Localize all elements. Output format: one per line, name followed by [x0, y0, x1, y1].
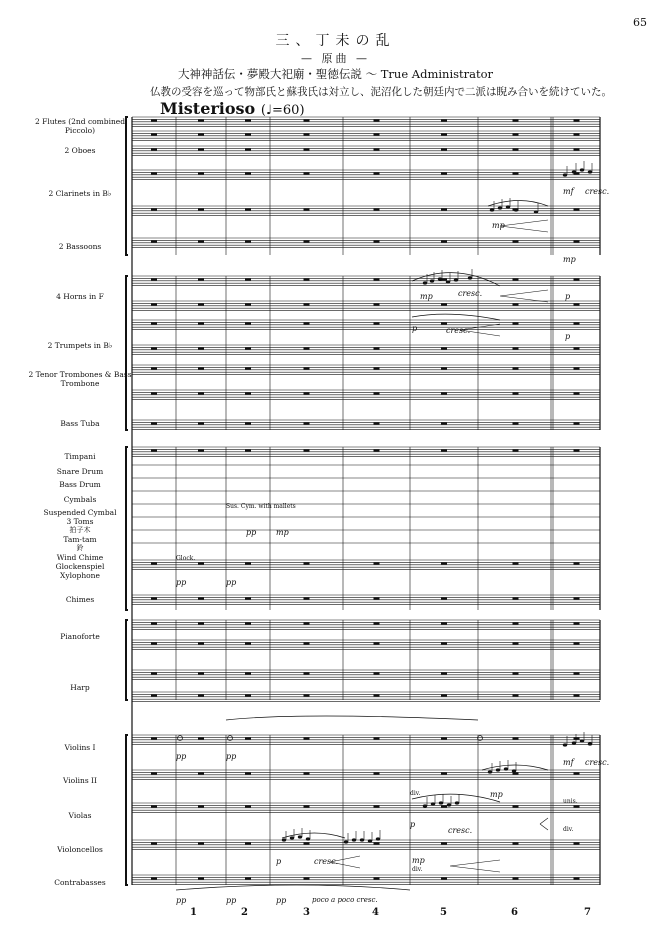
slur-7	[176, 885, 410, 890]
notehead-10	[534, 210, 538, 213]
label-tuba: Bass Tuba	[60, 419, 100, 428]
measure-number-4: 4	[372, 907, 379, 918]
dyn-suscym-pp: pp	[246, 528, 257, 537]
dyn-cb-pp-2: pp	[226, 896, 237, 905]
dyn-vln1-pp-2: pp	[226, 752, 237, 761]
notehead-3	[446, 280, 450, 283]
label-clarinets: 2 Clarinets in B♭	[48, 189, 112, 198]
dyn-hn-mp: mp	[420, 292, 433, 301]
slur-1	[412, 314, 500, 320]
dyn-cb-pp-3: pp	[276, 896, 287, 905]
label-suspended-cymbal: Suspended Cymbal	[43, 508, 117, 517]
dyn-suscym-mp: mp	[276, 528, 289, 537]
dyn-vla-cresc: cresc.	[448, 826, 473, 835]
label-cymbals: Cymbals	[63, 495, 97, 504]
dyn-vln1-pp-1: pp	[176, 752, 187, 761]
movement-title: 三、丁未の乱	[275, 33, 396, 49]
notehead-26	[439, 801, 443, 804]
label-violoncellos: Violoncellos	[57, 845, 103, 854]
notehead-36	[588, 742, 592, 745]
label-suzu: 鈴	[76, 544, 84, 552]
subtitle: — 原曲 —	[301, 52, 370, 65]
dyn-hn2-cresc: cresc.	[446, 326, 471, 335]
label-contrabasses: Contrabasses	[54, 878, 106, 887]
label-timpani: Timpani	[64, 452, 96, 461]
label-flutes: 2 Flutes (2nd combined Piccolo)	[34, 117, 126, 135]
notehead-24	[423, 804, 427, 807]
measure-number-7: 7	[584, 907, 591, 918]
label-wind-chime: Wind Chime	[56, 553, 104, 562]
label-violins-1: Violins I	[64, 743, 96, 752]
label-violas: Violas	[68, 811, 92, 820]
notehead-20	[352, 838, 356, 841]
bracket-3	[126, 620, 128, 700]
label-snare-drum: Snare Drum	[56, 467, 104, 476]
notehead-14	[588, 170, 592, 173]
dyn-bsn-mp: mp	[563, 255, 576, 264]
measure-number-6: 6	[511, 907, 518, 918]
notehead-16	[290, 836, 294, 839]
notehead-12	[572, 170, 576, 173]
dyn-glock-pp-2: pp	[226, 578, 237, 587]
dyn-vc-mp-5: mp	[412, 856, 425, 865]
dyn-cl-cresc: cresc.	[585, 187, 610, 196]
label-bassoons: 2 Bassoons	[58, 242, 102, 251]
label-harp: Harp	[70, 683, 90, 692]
measure-number-3: 3	[303, 907, 310, 918]
dyn-vla-p: p	[410, 820, 416, 829]
label-trumpets: 2 Trumpets in B♭	[47, 341, 113, 350]
notehead-22	[368, 839, 372, 842]
dyn-vc-cresc: cresc.	[314, 857, 339, 866]
notehead-21	[360, 838, 364, 841]
dyn-glock-pp-1: pp	[176, 578, 187, 587]
notehead-31	[504, 767, 508, 770]
notehead-8	[506, 205, 510, 208]
vla-div: div.	[410, 790, 421, 797]
label-bass-drum: Bass Drum	[59, 480, 101, 489]
dyn-cb-poco-cresc: poco a poco cresc.	[312, 896, 378, 904]
dyn-cb-pp-1: pp	[176, 896, 187, 905]
label-glockenspiel: Glockenspiel	[55, 562, 105, 571]
notehead-6	[490, 208, 494, 211]
measure-number-5: 5	[440, 907, 447, 918]
notehead-15	[282, 838, 286, 841]
label-hyoshigi: 拍子木	[69, 526, 91, 534]
vla-div-7: div.	[563, 826, 574, 833]
label-toms: 3 Toms	[66, 517, 94, 526]
notehead-17	[298, 835, 302, 838]
notehead-18	[306, 837, 310, 840]
notehead-32	[512, 769, 516, 772]
notehead-0	[423, 281, 427, 284]
label-oboes: 2 Oboes	[64, 146, 96, 155]
dyn-vln1-mf: mf	[563, 758, 574, 767]
measure-number-1: 1	[190, 907, 197, 918]
bracket-2	[126, 447, 128, 610]
notehead-33	[563, 743, 567, 746]
dyn-hn-p-7b: p	[565, 332, 571, 341]
notehead-23	[376, 837, 380, 840]
notehead-9	[514, 208, 518, 211]
label-xylophone: Xylophone	[60, 571, 100, 580]
label-trombones: 2 Tenor Trombones & Bass Trombone	[28, 370, 132, 388]
notehead-1	[430, 279, 434, 282]
notehead-2	[438, 277, 442, 280]
notehead-27	[447, 803, 451, 806]
measure-number-2: 2	[241, 907, 248, 918]
label-horns: 4 Horns in F	[56, 292, 104, 301]
dyn-vln2-mp: mp	[490, 790, 503, 799]
vc-div-5: div.	[412, 866, 423, 873]
source-title: 大神神話伝・夢殿大祀廟・聖徳伝説 ～ True Administrator	[177, 67, 494, 81]
notehead-25	[431, 802, 435, 805]
notehead-7	[498, 206, 502, 209]
hairpin-0	[500, 290, 548, 302]
dyn-hn-cresc: cresc.	[458, 289, 483, 298]
notehead-34	[572, 741, 576, 744]
notehead-13	[580, 168, 584, 171]
bracket-4	[126, 735, 128, 885]
dyn-cl-mp: mp	[492, 221, 505, 230]
notehead-4	[454, 278, 458, 281]
dyn-hn2-p: p	[412, 324, 418, 333]
sus-cym-note: Sus. Cym. with mallets	[226, 503, 296, 510]
tempo-text: Misterioso	[160, 99, 256, 118]
dyn-vc-p: p	[276, 857, 282, 866]
slur-6	[226, 716, 478, 720]
label-tam-tam: Tam-tam	[63, 535, 97, 544]
glock-note: Glock.	[176, 555, 196, 562]
bracket-1	[126, 276, 128, 430]
notehead-35	[580, 739, 584, 742]
hairpin-2	[500, 220, 548, 232]
dyn-vln1-cresc: cresc.	[585, 758, 610, 767]
slur-4	[412, 794, 500, 802]
label-violins-2: Violins II	[63, 776, 97, 785]
description: 仏教の受容を巡って物部氏と蘇我氏は対立し、泥沼化した朝廷内で二派は睨み合いを続けていた。	[150, 86, 612, 98]
notehead-11	[563, 173, 567, 176]
label-pianoforte: Pianoforte	[60, 632, 100, 641]
dyn-cl-mf: mf	[563, 187, 574, 196]
hairpin-4	[450, 860, 500, 872]
dyn-hn-p-7a: p	[565, 292, 571, 301]
notehead-5	[468, 276, 472, 279]
label-chimes: Chimes	[65, 595, 95, 604]
hairpin-5	[540, 818, 548, 830]
notehead-19	[344, 840, 348, 843]
notehead-28	[455, 801, 459, 804]
notehead-30	[496, 768, 500, 771]
metronome-mark: (♩=60)	[260, 103, 305, 118]
page-number: 65	[633, 16, 647, 29]
notehead-29	[488, 770, 492, 773]
bracket-0	[126, 117, 128, 255]
vln2-unis: unis.	[563, 798, 578, 805]
